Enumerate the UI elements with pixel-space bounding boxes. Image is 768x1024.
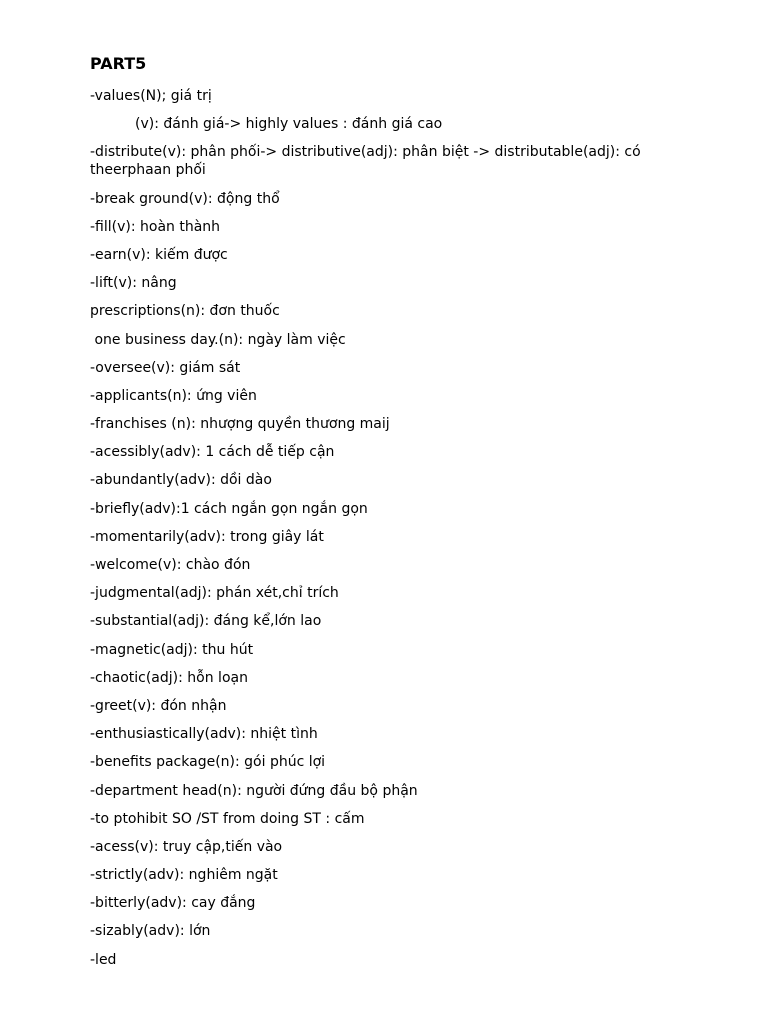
vocab-entry: -momentarily(adv): trong giây lát — [90, 528, 324, 545]
vocab-entry: -franchises (n): nhượng quyền thương maij — [90, 416, 390, 433]
vocab-entry: -acessibly(adv): 1 cách dễ tiếp cận — [90, 444, 335, 461]
vocab-entry: -magnetic(adj): thu hút — [90, 641, 254, 658]
vocab-entry: -welcome(v): chào đón — [90, 557, 251, 573]
vocab-entry: -strictly(adv): nghiêm ngặt — [90, 867, 278, 884]
vocab-entry: -to ptohibit SO /ST from doing ST : cấm — [90, 810, 365, 827]
vocab-entry: -led — [90, 951, 117, 968]
vocab-entry: -lift(v): nâng — [90, 275, 177, 292]
vocab-entry: -acess(v): truy cập,tiến vào — [90, 838, 283, 855]
vocab-entry: -enthusiastically(adv): nhiệt tình — [90, 726, 318, 743]
vocab-entry: prescriptions(n): đơn thuốc — [90, 303, 280, 320]
vocab-entry: -earn(v): kiếm được — [90, 246, 228, 263]
vocab-entry: -substantial(adj): đáng kể,lớn lao — [90, 613, 322, 630]
vocab-entry: -department head(n): người đứng đầu bộ phận — [90, 782, 418, 799]
vocab-entry: -applicants(n): ứng viên — [90, 387, 257, 404]
vocab-entry: -values(N); giá trị — [90, 88, 212, 104]
vocab-entry: -sizably(adv): lớn — [90, 923, 211, 940]
vocab-entry: -distribute(v): phân phối-> distributive(adj): phân biệt -> distributable(adj): có theerphaan phối — [90, 144, 646, 179]
vocab-entry: -judgmental(adj): phán xét,chỉ trích — [90, 585, 339, 602]
vocab-entry: (v): đánh giá-> highly values : đánh giá cao — [135, 116, 443, 133]
document-title: PART5 — [90, 54, 147, 73]
vocab-entry: -briefly(adv):1 cách ngắn gọn ngắn gọn — [90, 500, 368, 517]
vocab-entry: one business day.(n): ngày làm việc — [90, 331, 346, 348]
vocab-entry: -benefits package(n): gói phúc lợi — [90, 754, 326, 771]
vocab-entry: -oversee(v): giám sát — [90, 359, 241, 376]
vocab-entry: -abundantly(adv): dồi dào — [90, 472, 272, 489]
vocab-entry: -bitterly(adv): cay đắng — [90, 895, 256, 912]
vocab-entry: -greet(v): đón nhận — [90, 697, 227, 714]
vocab-entry: -chaotic(adj): hỗn loạn — [90, 669, 248, 686]
document-page — [90, 54, 650, 979]
vocab-entry: -break ground(v): động thổ — [90, 190, 280, 207]
vocab-entry: -fill(v): hoàn thành — [90, 218, 221, 235]
